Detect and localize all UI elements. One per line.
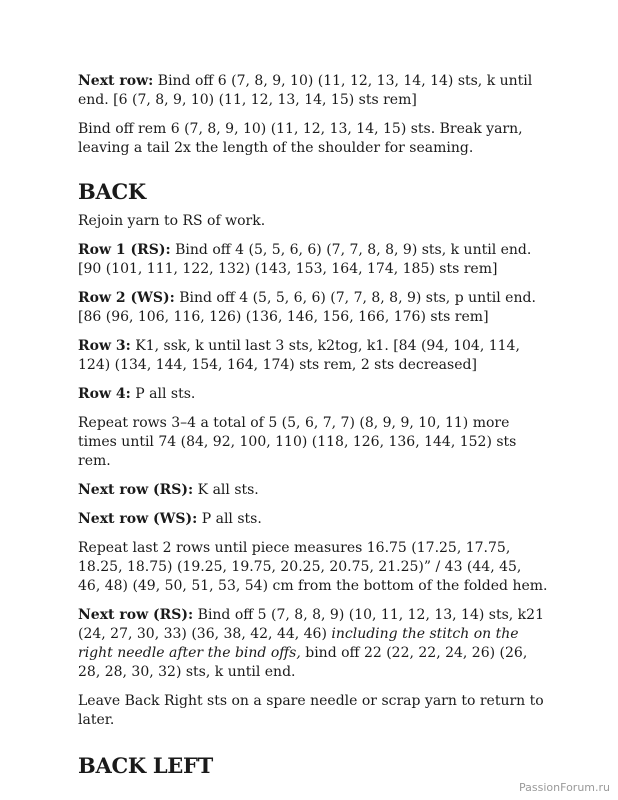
next-row-label: Next row: — [78, 73, 154, 89]
row3-paragraph — [78, 337, 548, 375]
row2-label: Row 2 (WS): — [78, 290, 175, 306]
next-row-rs2-paragraph — [78, 606, 548, 682]
row1-paragraph — [78, 241, 548, 279]
row2-text: Bind off 4 (5, 5, 6, 6) (7, 7, 8, 8, 9) sts, p until end. [86 (96, 106, 116, 126) (136, 146, 156, 166, 176) sts rem] — [78, 290, 536, 325]
next-row-rs2-text-a: Bind off 5 (7, 8, 8, 9) (10, 11, 12, 13, 14) sts, k21 (24, 27, 30, 33) (36, 38, 42, 44, 46) — [78, 607, 544, 642]
repeat-last-paragraph: Repeat last 2 rows until piece measures 16.75 (17.25, 17.75, 18.25, 18.75) (19.25, 19.75, 20.25, 20.75, 21.25)” / 43 (44, 45, 46, 48) (49, 50, 51, 53, 54) cm from the bottom of the folded hem. — [78, 540, 548, 594]
row4-paragraph — [78, 385, 548, 404]
next-row-text: Bind off 6 (7, 8, 9, 10) (11, 12, 13, 14, 14) sts, k until end. [6 (7, 8, 9, 10) (11, 12, 13, 14, 15) sts rem] — [78, 73, 533, 108]
row3-text: K1, ssk, k until last 3 sts, k2tog, k1. [84 (94, 104, 114, 124) (134, 144, 154, 164, 174) sts rem, 2 sts decreased] — [78, 338, 520, 373]
row1-label: Row 1 (RS): — [78, 242, 171, 258]
next-row-ws-label: Next row (WS): — [78, 511, 198, 527]
row3-label: Row 3: — [78, 338, 131, 354]
watermark: PassionForum.ru — [519, 781, 610, 794]
bind-off-paragraph — [78, 120, 548, 158]
next-row-rs-label: Next row (RS): — [78, 482, 194, 498]
row4-text: P all sts. — [130, 386, 196, 402]
back-heading: BACK — [78, 179, 146, 204]
next-row-paragraph — [78, 72, 548, 110]
bind-off-text: Bind off rem 6 (7, 8, 9, 10) (11, 12, 13, 14, 15) sts. Break yarn, leaving a tail 2x the length of the shoulder for seaming. — [78, 121, 523, 156]
row2-paragraph — [78, 289, 548, 327]
pattern-page — [78, 72, 548, 778]
leave-sts-paragraph: Leave Back Right sts on a spare needle or scrap yarn to return to later. — [78, 693, 544, 728]
back-left-heading: BACK LEFT — [78, 753, 213, 778]
next-row-rs-paragraph — [78, 481, 548, 500]
next-row-ws-paragraph — [78, 510, 548, 529]
rejoin-paragraph: Rejoin yarn to RS of work. — [78, 213, 266, 229]
repeat-paragraph: Repeat rows 3–4 a total of 5 (5, 6, 7, 7) (8, 9, 9, 10, 11) more times until 74 (84, 92, 100, 110) (118, 126, 136, 144, 152) sts rem. — [78, 415, 517, 469]
row4-label: Row 4: — [78, 386, 131, 402]
next-row-ws-text: P all sts. — [197, 511, 262, 527]
row1-text: Bind off 4 (5, 5, 6, 6) (7, 7, 8, 8, 9) sts, k until end. [90 (101, 111, 122, 132) (143, 153, 164, 174, 185) sts rem] — [78, 242, 532, 277]
next-row-rs2-label: Next row (RS): — [78, 607, 194, 623]
next-row-rs2-italic: including the stitch on the right needle after the bind offs, — [78, 626, 519, 661]
next-row-rs2-text-b: bind off 22 (22, 22, 24, 26) (26, 28, 28, 30, 32) sts, k until end. — [78, 645, 528, 680]
next-row-rs-text: K all sts. — [193, 482, 259, 498]
